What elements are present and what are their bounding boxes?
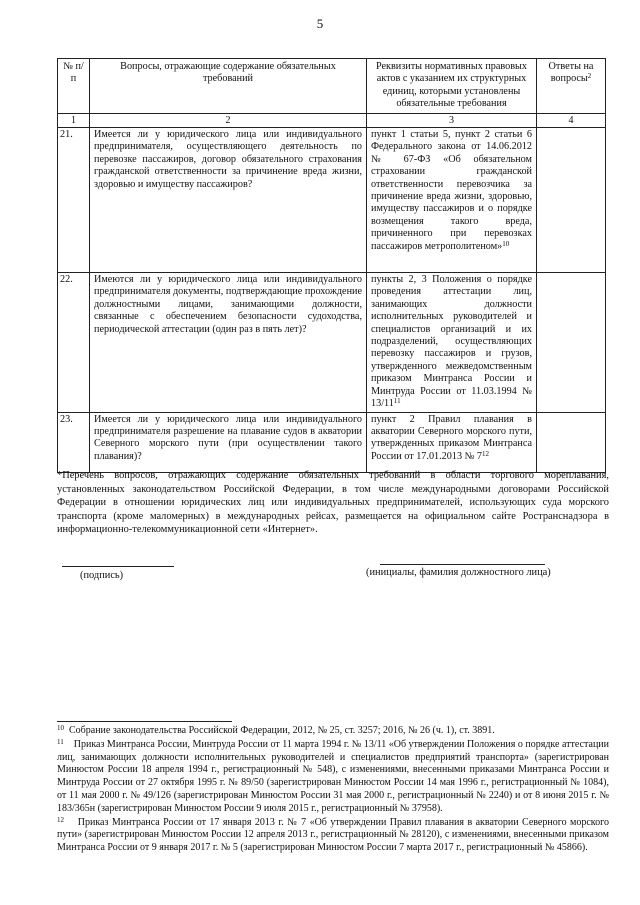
footnote-text: Собрание законодательства Российской Федерации, 2012, № 25, ст. 3257; 2016, № 26 (ч. 1), ст. 3891. (69, 725, 495, 736)
column-number-row (58, 113, 606, 127)
footnote-text: Приказ Минтранса России, Минтруда России от 11 марта 1994 г. № 13/11 «Об утверждении Положения о порядке аттестации лиц, занимающих должности исполнительных руководителей и специалистов предприятий транспорта» (зарегистрирован Минюстом России 18 апреля 1994 г., регистрационный № 548), с изменениями, внесенными приказами Минтранса России и Минтруда России от 27 октября 1995 г. № 89/50 (зарегистрирован Минюстом России 14 мая 1996 г., регистрационный № 1084), от 11 мая 2000 г. № 49/126 (зарегистрирован Минюстом России 31 мая 2000 г., регистрационный № 2240) и от 8 июня 2015 г. № 183/365н (зарегистрирован Минюстом России 9 июля 2015 г., регистрационный № 37958). (57, 738, 609, 814)
header-answers (537, 59, 606, 114)
table-header-row (58, 59, 606, 114)
row-requisites (367, 272, 537, 412)
table-row (58, 412, 606, 472)
row-answer[interactable] (537, 272, 606, 412)
row-question: Имеются ли у юридического лица или индивидуального предпринимателя документы, подтверждающие прохождение должностными лицами, занимающими должности, связанные с обеспечением безопасности судоходства, периодической аттестации (один раз в пять лет)? (90, 272, 367, 412)
header-requisites: Реквизиты нормативных правовых актов с указанием их структурных единиц, которыми установлены обязательные требования (367, 59, 537, 114)
footnote (57, 817, 609, 855)
name-label: (инициалы, фамилия должностного лица) (366, 567, 551, 578)
row-question: Имеется ли у юридического лица или индивидуального предпринимателя разрешение на плавание судов в акватории Северного морского пути (при осуществлении такого плавания)? (90, 412, 367, 472)
footnote-separator (57, 721, 232, 722)
row-requisites-text: пункты 2, 3 Положения о порядке проведения аттестации лиц, занимающих должности исполнительных руководителей и специалистов организаций и их подразделений, осуществляющих перевозку пассажиров и грузов, утвержденного межведомственным приказом Минтранса России и Минтруда России от 11.03.1994 № 13/11 (371, 273, 532, 410)
footnote-mark: 11 (57, 737, 64, 746)
footnotes (57, 725, 609, 856)
footnote-ref: 12 (481, 449, 489, 458)
row-requisites-text: пункт 2 Правил плавания в акватории Северного морского пути, утвержденных приказом Минтранса России от 17.01.2013 № 7 (371, 413, 532, 462)
page-number: 5 (316, 16, 324, 31)
footnote-ref: 10 (502, 239, 510, 248)
column-number: 1 (58, 113, 90, 127)
row-requisites-text: пункт 1 статьи 5, пункт 2 статьи 6 Федерального закона от 14.06.2012 № 67-ФЗ «Об обязательном страховании гражданской ответственности перевозчика за причинение вреда жизни, здоровью, имуществу пассажиров и о порядке возмещения такого вреда, причиненного при перевозках пассажиров метрополитеном» (371, 128, 532, 252)
footnote (57, 725, 609, 738)
note-paragraph: *Перечень вопросов, отражающих содержание обязательных требований в области торгового мореплавания, установленных законодательством Российской Федерации, в том числе международными договорами Российской Федерации в отношении юридических лиц или индивидуальных предпринимателей, использующих суда морского транспорта (кроме маломерных) в международных рейсах, размещается на официальном сайте Ространснадзора в информационно-телекоммуникационной сети «Интернет». (57, 470, 609, 536)
row-answer[interactable] (537, 412, 606, 472)
name-line (380, 564, 545, 565)
footnote-ref: 11 (393, 397, 401, 406)
row-number: 23. (58, 412, 90, 472)
footnote-mark: 10 (57, 724, 64, 732)
header-questions: Вопросы, отражающие содержание обязательных требований (90, 59, 367, 114)
column-number: 2 (90, 113, 367, 127)
signature-line (62, 566, 174, 567)
footnote (57, 739, 609, 816)
header-answers-sup: 2 (587, 72, 592, 81)
table-row (58, 127, 606, 272)
row-question: Имеется ли у юридического лица или индивидуального предпринимателя, осуществляющего деятельность по перевозке пассажиров, договор обязательного страхования гражданской ответственности за причинение вреда жизни, здоровью и имуществу пассажиров? (90, 127, 367, 272)
row-requisites (367, 127, 537, 272)
column-number: 3 (367, 113, 537, 127)
row-answer[interactable] (537, 127, 606, 272)
header-answers-label: Ответы на вопросы (548, 61, 594, 85)
header-number: № п/п (58, 59, 90, 114)
signature-label: (подпись) (80, 570, 124, 581)
row-number: 22. (58, 272, 90, 412)
table-row (58, 272, 606, 412)
column-number: 4 (537, 113, 606, 127)
footnote-mark: 12 (57, 815, 64, 824)
row-requisites (367, 412, 537, 472)
requirements-table (57, 58, 606, 473)
footnote-text: Приказ Минтранса России от 17 января 2013 г. № 7 «Об утверждении Правил плавания в акватории Северного морского пути» (зарегистрирован Минюстом России 12 апреля 2013 г., регистрационный № 28120), с изменениями, внесенными приказом Минтранса России от 9 января 2017 г. № 5 (зарегистрирован Минюстом России 7 марта 2017 г., регистрационный № 45866). (57, 816, 609, 854)
row-number: 21. (58, 127, 90, 272)
